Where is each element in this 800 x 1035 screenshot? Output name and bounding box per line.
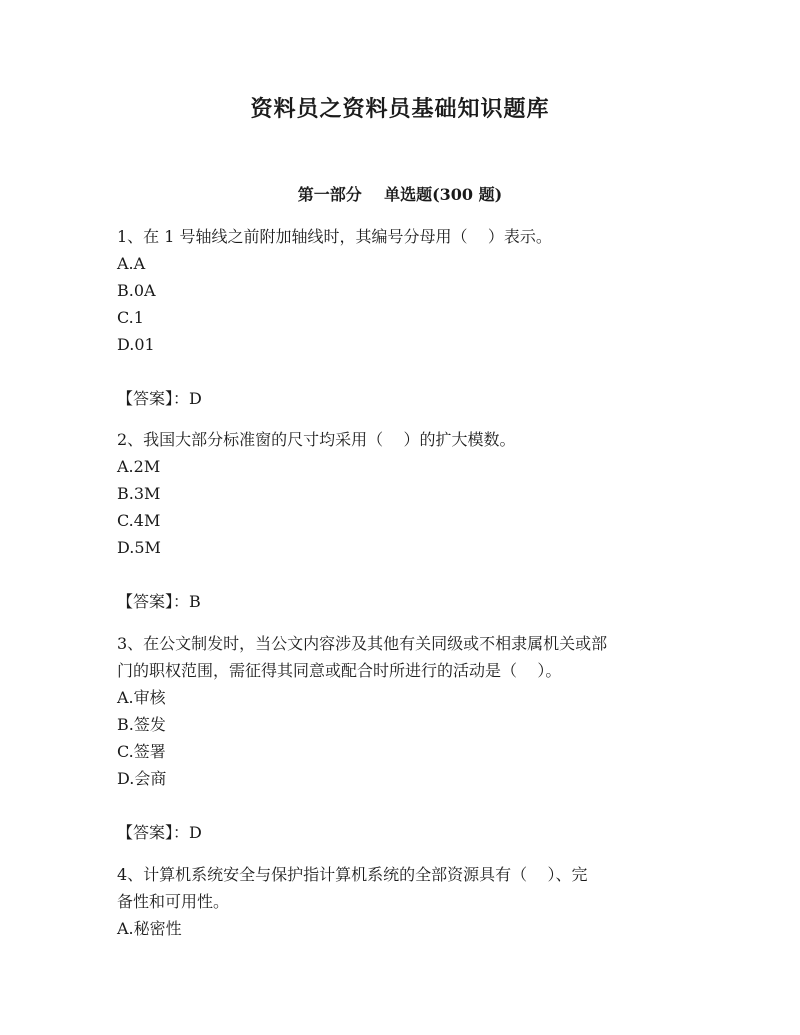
question-stem-line-2: 备性和可用性。 (117, 892, 230, 911)
option-a: A.秘密性 (117, 919, 182, 938)
option-c: C.签署 (117, 742, 166, 761)
option-a: A.2M (117, 457, 161, 476)
question-4 (117, 861, 677, 942)
question-stem-line-1: 4、计算机系统安全与保护指计算机系统的全部资源具有（ ）、完 (117, 865, 588, 884)
option-d: D.5M (117, 538, 161, 557)
option-a: A.审核 (117, 688, 166, 707)
answer-line: 【答案】：B (117, 592, 201, 611)
question-3 (117, 630, 677, 846)
option-d: D.会商 (117, 769, 167, 788)
option-d: D.01 (117, 335, 155, 354)
option-b: B.签发 (117, 715, 166, 734)
option-c: C.4M (117, 511, 161, 530)
option-b: B.3M (117, 484, 161, 503)
option-c: C.1 (117, 308, 144, 327)
answer-line: 【答案】：D (117, 823, 202, 842)
section-title: 第一部分 单选题(300 题) (297, 185, 503, 204)
question-stem: 2、我国大部分标准窗的尺寸均采用（ ）的扩大模数。 (117, 430, 516, 449)
question-stem: 1、在 1 号轴线之前附加轴线时，其编号分母用（ ）表示。 (117, 227, 552, 246)
document-title: 资料员之资料员基础知识题库 (250, 96, 550, 122)
question-stem-line-2: 门的职权范围，需征得其同意或配合时所进行的活动是（ ）。 (117, 661, 562, 680)
option-a: A.A (117, 254, 146, 273)
question-stem-line-1: 3、在公文制发时，当公文内容涉及其他有关同级或不相隶属机关或部 (117, 634, 608, 653)
question-2 (117, 426, 677, 615)
question-1 (117, 223, 677, 412)
answer-line: 【答案】：D (117, 389, 202, 408)
option-b: B.0A (117, 281, 156, 300)
